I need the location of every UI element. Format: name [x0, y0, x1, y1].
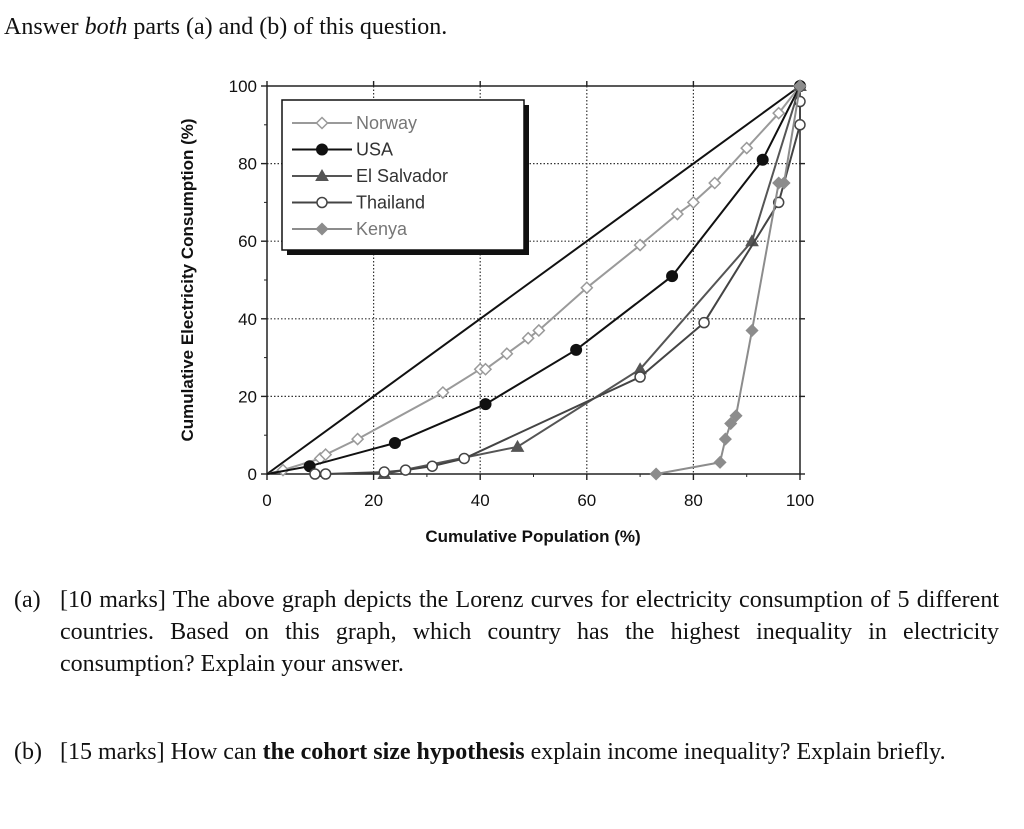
- legend-marker-thailand: [317, 198, 327, 208]
- data-point-usa: [757, 154, 768, 165]
- y-tick-label: 80: [238, 154, 257, 174]
- data-point-thailand: [795, 120, 805, 130]
- legend-label-thailand: Thailand: [356, 192, 426, 213]
- data-point-thailand: [427, 461, 437, 471]
- x-axis-label: Cumulative Population (%): [425, 527, 641, 546]
- legend-label-norway: Norway: [356, 113, 418, 133]
- legend-label-usa: USA: [356, 139, 394, 160]
- data-point-usa: [480, 399, 491, 410]
- y-tick-label: 100: [228, 77, 257, 96]
- data-point-thailand: [321, 469, 331, 479]
- x-tick-label: 80: [683, 491, 703, 510]
- question-b-bold: the cohort size hypothesis: [262, 739, 525, 765]
- legend-label-kenya: Kenya: [356, 219, 408, 239]
- data-point-usa: [571, 344, 582, 355]
- data-point-el-salvador: [512, 441, 524, 452]
- data-point-kenya: [651, 469, 662, 480]
- legend-marker-usa: [317, 144, 328, 155]
- x-tick-label: 20: [364, 491, 384, 510]
- legend-label-el-salvador: El Salvador: [356, 166, 449, 186]
- data-point-usa: [389, 437, 400, 448]
- data-point-thailand: [401, 465, 411, 475]
- y-tick-label: 60: [238, 232, 257, 252]
- data-point-norway: [352, 434, 363, 445]
- question-b-label: (b): [14, 739, 42, 765]
- data-point-kenya: [720, 434, 731, 445]
- y-axis-label: Cumulative Electricity Consumption (%): [178, 118, 197, 442]
- question-b-pre: [15 marks] How can: [60, 739, 263, 765]
- series-line-kenya: [656, 86, 800, 474]
- chart-legend: [282, 100, 529, 255]
- data-point-usa: [667, 271, 678, 282]
- intro-emphasis: both: [84, 14, 128, 40]
- data-point-kenya: [715, 457, 726, 468]
- data-point-thailand: [379, 467, 389, 477]
- question-a-label: (a): [14, 587, 41, 613]
- question-a-text: [10 marks] The above graph depicts the Lorenz curves for electricity consumption of 5 different countries. Based on this graph, which country has the highest inequality in electricity consumption? Explain your answer.: [60, 587, 999, 677]
- question-b-text: [60, 736, 999, 768]
- question-b-post: explain income inequality? Explain briefly.: [524, 739, 946, 765]
- x-tick-label: 0: [262, 491, 272, 510]
- intro-lead: Answer: [4, 14, 85, 40]
- data-point-thailand: [699, 318, 709, 328]
- y-tick-label: 40: [238, 309, 257, 329]
- data-point-kenya: [747, 325, 758, 336]
- x-tick-label: 60: [577, 491, 597, 510]
- question-a: [14, 584, 999, 680]
- question-b: [14, 736, 999, 768]
- data-point-thailand: [459, 453, 469, 463]
- x-tick-label: 100: [785, 491, 815, 510]
- intro-rest: parts (a) and (b) of this question.: [127, 14, 448, 40]
- data-point-thailand: [310, 469, 320, 479]
- x-tick-label: 40: [470, 491, 490, 510]
- y-tick-label: 0: [247, 465, 257, 484]
- data-point-thailand: [635, 372, 645, 382]
- y-tick-label: 20: [238, 387, 257, 407]
